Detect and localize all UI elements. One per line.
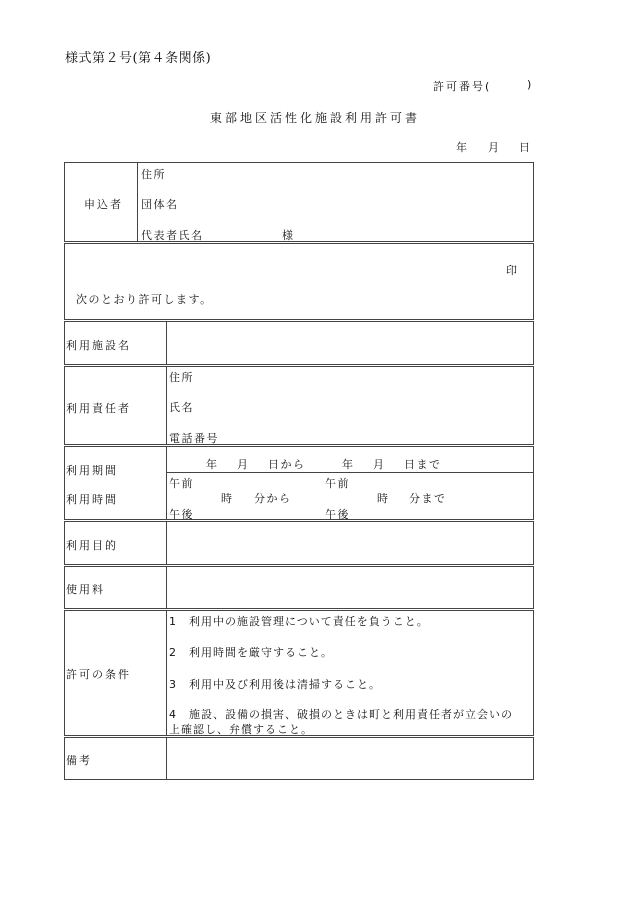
period-time-hline <box>166 472 534 473</box>
manager-label: 利用責任者 <box>66 402 131 415</box>
purpose-row <box>64 521 534 565</box>
facility-row <box>64 321 534 365</box>
statement-box <box>64 243 534 320</box>
fee-row <box>64 566 534 609</box>
applicant-address: 住所 <box>141 168 166 181</box>
date-month: 月 <box>488 141 499 154</box>
period-to-day: 日まで <box>404 458 442 471</box>
document-title: 東部地区活性化施設利用許可書 <box>209 111 420 125</box>
period-time-divider <box>166 446 167 520</box>
time-pm-from: 午後 <box>169 508 194 521</box>
conditions-label: 許可の条件 <box>66 668 131 681</box>
facility-label: 利用施設名 <box>66 339 131 352</box>
statement-text: 次のとおり許可します。 <box>76 293 213 306</box>
period-from-month: 月 <box>237 458 250 471</box>
period-from-day: 日から <box>268 458 306 471</box>
period-label: 利用期間 <box>66 464 118 477</box>
manager-row <box>64 366 534 445</box>
fee-label: 使用料 <box>66 583 105 596</box>
period-from-year: 年 <box>206 458 219 471</box>
time-pm-to: 午後 <box>325 508 350 521</box>
remarks-label: 備考 <box>66 754 92 767</box>
applicant-honorific: 様 <box>282 229 295 242</box>
remarks-divider <box>166 737 167 780</box>
manager-name: 氏名 <box>169 401 194 414</box>
conditions-divider <box>166 610 167 736</box>
condition-item-1: 1 利用中の施設管理について責任を負うこと。 <box>169 615 429 628</box>
condition-item-4: 4 施設、設備の損害、破損のときは町と利用責任者が立会いの <box>169 708 513 721</box>
applicant-rep-name: 代表者氏名 <box>141 229 204 242</box>
period-to-year: 年 <box>342 458 355 471</box>
period-to-month: 月 <box>373 458 386 471</box>
purpose-divider <box>166 521 167 565</box>
applicant-divider <box>137 162 138 242</box>
manager-address: 住所 <box>169 371 194 384</box>
condition-item-3: 3 利用中及び利用後は清掃すること。 <box>169 678 381 691</box>
time-min-from: 分から <box>254 492 292 505</box>
time-am-from: 午前 <box>169 477 194 490</box>
permit-number-close: ) <box>527 78 532 91</box>
applicant-box <box>64 162 534 242</box>
time-hour-to: 時 <box>377 492 390 505</box>
form-number: 様式第２号(第４条関係) <box>65 51 212 66</box>
facility-divider <box>166 321 167 365</box>
condition-item-2: 2 利用時間を厳守すること。 <box>169 646 333 659</box>
permit-number-label: 許可番号( <box>433 80 492 93</box>
manager-divider <box>166 366 167 445</box>
remarks-row <box>64 737 534 780</box>
time-label: 利用時間 <box>66 493 118 506</box>
time-hour-from: 時 <box>221 492 234 505</box>
seal-mark: 印 <box>506 264 519 277</box>
date-day: 日 <box>519 141 530 154</box>
date-year: 年 <box>456 141 467 154</box>
time-min-to: 分まで <box>409 492 447 505</box>
applicant-label: 申込者 <box>84 198 123 211</box>
condition-item-4-cont: 上確認し、弁償すること。 <box>169 723 313 736</box>
manager-phone: 電話番号 <box>169 432 219 445</box>
purpose-label: 利用目的 <box>66 539 118 552</box>
applicant-group-name: 団体名 <box>141 198 179 211</box>
time-am-to: 午前 <box>325 477 350 490</box>
fee-divider <box>166 566 167 609</box>
